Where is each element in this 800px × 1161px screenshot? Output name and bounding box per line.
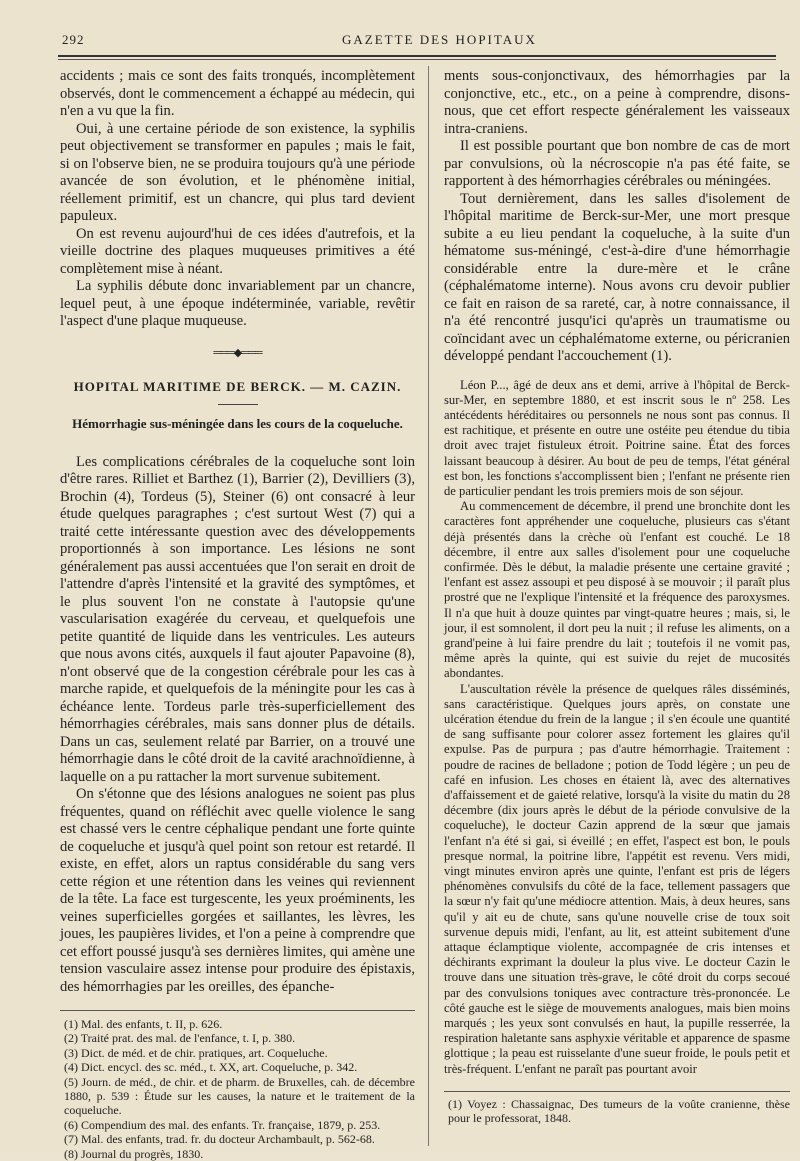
- paragraph: Léon P..., âgé de deux ans et demi, arrive à l'hôpital de Berck-sur-Mer, en septembre 1880, et est inscrit sous le nº 258. Les antécédents héréditaires ou personnels ne nous sont pas connus. Il est rachitique, et présente en outre une ostéite peu étendue du tibia droit avec trajet fistuleux étroit. Poitrine saine. État des forces laissant beaucoup à désirer. Au bout de peu de temps, l'état général est bon, les fonctions s'accomplissent bien ; l'enfant ne présente rien de particulier pendant les trois premiers mois de son séjour.: [444, 377, 790, 498]
- paragraph: accidents ; mais ce sont des faits tronqués, incomplètement observés, dont le commencement a échappé au médecin, qui n'en a vu que la fin.: [60, 68, 415, 119]
- footnote: (4) Dict. encycl. des sc. méd., t. XX, art. Coqueluche, p. 342.: [64, 1060, 358, 1075]
- paragraph: Au commencement de décembre, il prend une bronchite dont les caractères font appréhender une coqueluche, plusieurs cas s'étant déjà présentés dans la crèche où l'enfant est couché. Le 18 décembre, il entre aux salles d'isolement pour une coqueluche confirmée. Dès le début, la maladie présente une certaine gravité ; l'enfant est assez assoupi et peu disposé à se mouvoir ; il paraît plus prostré que ne l'explique l'intensité et la fréquence des paroxysmes. Il n'a que huit à douze quintes par vingt-quatre heures ; mais, si, le jour, il est somnolent, il dort peu la nuit ; il refuse les aliments, on a grand'peine à lui faire prendre du lait ; toutefois il ne vomit pas, même après la quinte, qui est suivie du rejet de mucosités abondantes.: [444, 499, 790, 681]
- footnote: (8) Journal du progrès, 1830.: [64, 1146, 204, 1161]
- footnote: (6) Compendium des mal. des enfants. Tr. française, 1879, p. 253.: [64, 1117, 381, 1132]
- paragraph: ments sous-conjonctivaux, des hémorrhagies par la conjonctive, etc., etc., on a peine à comprendre, disons-nous, que cet effort respecte généralement les vaisseaux intra-craniens.: [444, 68, 790, 137]
- right-column: [444, 68, 790, 1126]
- column-divider: [428, 66, 429, 1146]
- paragraph: Il est possible pourtant que bon nombre de cas de mort par convulsions, où la nécroscopie n'a pas été faite, se rapportent à des hémorrhagies cérébrales ou méningées.: [444, 138, 790, 189]
- section-ornament: ═══◆═══: [213, 346, 262, 359]
- footnote-rule: [60, 1010, 415, 1011]
- case-report: [444, 378, 790, 1077]
- footnote: (5) Journ. de méd., de chir. et de pharm. de Bruxelles, cah. de décembre 1880, p. 539 : Étude sur les causes, la nature et le traitement de la coqueluche.: [64, 1074, 415, 1118]
- paragraph: Les complications cérébrales de la coqueluche sont loin d'être rares. Rilliet et Barthez (1), Barrier (2), Devilliers (3), Brochin (4), Tordeus (5), Steiner (6) ont consacré à leur étude quelques paragraphes ; c'est surtout West (7) qui a traité cette intéressante question avec des développements proportionnés à son importance. Les lésions ne sont généralement pas aussi accentuées que l'on serait en droit de l'attendre d'après l'intensité et la gravité des symptômes, et le plus souvent l'on ne constate à l'autopsie qu'une vascularisation exagérée du cerveau, et quelquefois une petite quantité de liquide dans les ventricules. Les auteurs que nous avons cités, auxquels il faut ajouter Papavoine (8), n'ont observé que de la congestion cérébrale pour les cas à marche rapide, et quelquefois de la méningite pour les cas à échéance lente. Tordeus parle très-superficiellement des hémorrhagies cérébrales, mais sans donner plus de détails. Dans un cas, seulement relaté par Barrier, on a trouvé une hémorrhagie dans le côté droit de la cavité arachnoïdienne, à laquelle on a pu rattacher la mort survenue subitement.: [60, 453, 415, 785]
- section-heading: HOPITAL MARITIME DE BERCK. — M. CAZIN.: [73, 379, 402, 394]
- footnote: (3) Dict. de méd. et de chir. pratiques, art. Coqueluche.: [64, 1045, 328, 1060]
- footnotes: [444, 1097, 790, 1126]
- short-rule: [218, 404, 258, 405]
- paragraph: La syphilis débute donc invariablement par un chancre, lequel peut, à une époque indéterminée, variable, revêtir l'aspect d'une plaque muqueuse.: [60, 278, 415, 329]
- paragraph: Oui, à une certaine période de son existence, la syphilis peut objectivement se transformer en papules ; mais le fait, si on l'observe bien, ne se produira toujours qu'à une période avancée de son évolution, et le phénomène initial, réellement primitif, est un chancre, qui plus tard devient papuleux.: [60, 120, 415, 224]
- page-number: 292: [62, 32, 85, 47]
- paragraph: On s'étonne que des lésions analogues ne soient pas plus fréquentes, quand on réfléchit avec quelle violence le sang est chassé vers le centre céphalique pendant une forte quinte de coqueluche et jusqu'à quel point son retour est retardé. Il existe, en effet, alors un raptus considérable du sang vers cette région et une rétention dans les veines qui reviennent de la tête. La face est turgescente, les yeux proéminents, les veines superficielles gorgées et saillantes, les lèvres, les joues, les paupières livides, et l'on a peine à comprendre que cet effort poussé jusqu'à ses dernières limites, qui amène une tension vasculaire assez intense pour produire des épistaxis, des hémorrhagies par les oreilles, des épanche-: [60, 786, 415, 995]
- footnote: (1) Mal. des enfants, t. II, p. 626.: [64, 1017, 223, 1031]
- journal-title: GAZETTE DES HOPITAUX: [342, 32, 537, 47]
- footnote-rule: [444, 1091, 790, 1092]
- paragraph: L'auscultation révèle la présence de quelques râles disséminés, sans caractéristique. Quelques jours après, on constate une ulcération étendue du frein de la langue ; il s'en écoule une quantité de sang suffisante pour colorer assez fortement les glaires qu'il expulse. Pas de purpura ; pas d'autre hémorrhagie. Traitement : poudre de racines de belladone ; potion de Todd légère ; un peu de café en infusion. Les choses en étaient là, avec des alternatives d'affaissement et de gaieté relative, lorsqu'à la visite du matin du 28 décembre (dix jours après le début de la période convulsive de la coqueluche), le docteur Cazin apprend de la sœur que jamais l'enfant n'a été si gai, si éveillé ; en effet, l'aspect est bon, le pouls presque normal, la poitrine libre, l'appétit est revenu. Vers midi, vingt minutes environ après une quinte, l'enfant est pris de légers phénomènes convulsifs du côté de la face, tellement passagers que la sœur n'y fait qu'une médiocre attention. Mais, à deux heures, sans qu'il y ait eu de chute, sans qu'une nouvelle crise de toux soit survenue depuis midi, l'enfant, au lit, est atteint subitement d'une attaque éclamptique violente, accompagnée de cris intenses et déchirants exprimant la douleur la plus vive. Le docteur Cazin le trouve dans une situation très-grave, le côté droit du corps secoué par des convulsions toniques avec contracture très-prononcée. Le côté gauche est le siège de mouvements analogues, mais bien moins marqués ; les yeux sont convulsés en haut, la pupille resserrée, la respiration haletante sans asphyxie véritable et apparence de spasme glottique ; la peau est ruisselante d'une sueur froide, le pouls petit et très-fréquent. L'enfant ne paraît pas pourtant avoir: [444, 681, 790, 1076]
- footnotes: [60, 1017, 415, 1161]
- footnote: (1) Voyez : Chassaignac, Des tumeurs de la voûte cranienne, thèse pour le professorat, 1848.: [448, 1096, 790, 1126]
- footnote: (2) Traité prat. des mal. de l'enfance, t. I, p. 380.: [64, 1031, 296, 1046]
- running-head: [62, 32, 770, 54]
- paragraph: Tout dernièrement, dans les salles d'isolement de l'hôpital maritime de Berck-sur-Mer, une mort presque subite a eu lieu pendant la coqueluche, à la suite d'un hématome sus-méningé, c'est-à-dire d'une hémorrhagie considérable entre la dure-mère et le crâne (céphalématome interne). Nous avons cru devoir publier ce fait en raison de sa rareté, car, à notre connaissance, il n'a été rencontré jusqu'ici qu'après un traumatisme ou coïncidant avec un céphalématome externe, ou péricranien développé pendant l'accouchement (1).: [444, 190, 790, 364]
- footnote: (7) Mal. des enfants, trad. fr. du docteur Archambault, p. 562-68.: [64, 1132, 375, 1147]
- article-title: Hémorrhagie sus-méningée dans les cours de la coqueluche.: [72, 415, 403, 431]
- header-rule: [58, 55, 776, 60]
- left-column: [60, 68, 415, 1161]
- paragraph: On est revenu aujourd'hui de ces idées d'autrefois, et la vieille doctrine des plaques muqueuses primitives a été complètement mise à néant.: [60, 225, 415, 277]
